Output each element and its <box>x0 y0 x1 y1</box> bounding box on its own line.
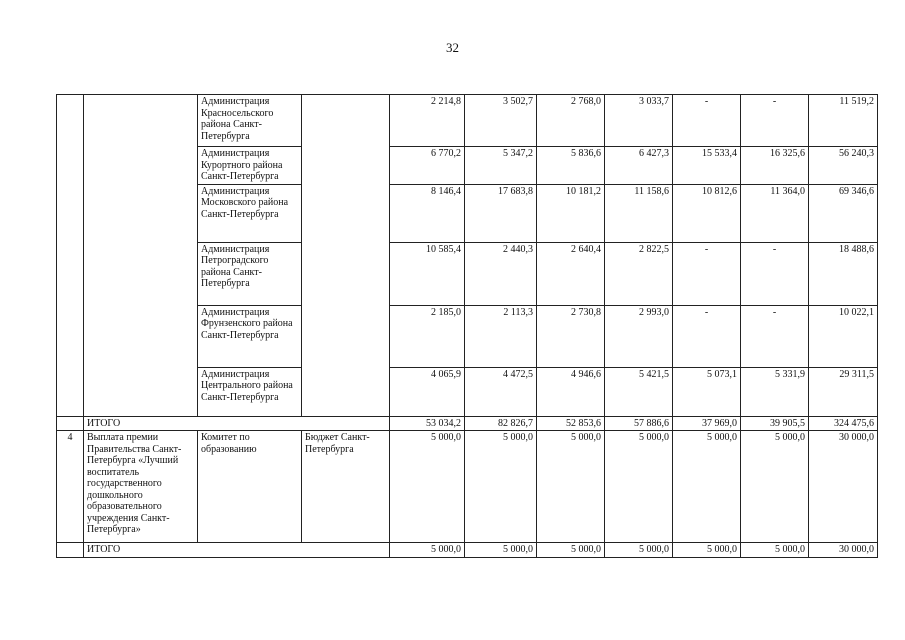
value-cell: - <box>741 95 809 147</box>
value-cell: 69 346,6 <box>809 184 878 242</box>
value-cell: 5 000,0 <box>537 431 605 543</box>
value-cell: 6 770,2 <box>390 147 465 185</box>
total-value: 5 000,0 <box>673 543 741 558</box>
value-cell: 29 311,5 <box>809 367 878 416</box>
page-number: 32 <box>446 40 459 55</box>
value-cell: 10 812,6 <box>673 184 741 242</box>
executor-cell: Комитет по образованию <box>198 431 302 543</box>
total-value: 57 886,6 <box>605 416 673 431</box>
total-value: 30 000,0 <box>809 543 878 558</box>
value-cell: 5 000,0 <box>673 431 741 543</box>
value-cell: - <box>673 242 741 305</box>
value-cell: 2 822,5 <box>605 242 673 305</box>
total-row <box>57 416 878 431</box>
value-cell: 11 158,6 <box>605 184 673 242</box>
value-cell: 3 033,7 <box>605 95 673 147</box>
value-cell: 56 240,3 <box>809 147 878 185</box>
budget-table <box>56 94 878 558</box>
value-cell: 10 022,1 <box>809 305 878 367</box>
value-cell: 2 730,8 <box>537 305 605 367</box>
value-cell: - <box>673 95 741 147</box>
value-cell: 5 000,0 <box>465 431 537 543</box>
number-cell <box>57 95 84 417</box>
value-cell: 2 993,0 <box>605 305 673 367</box>
value-cell: 2 440,3 <box>465 242 537 305</box>
table-row <box>57 95 878 147</box>
total-value: 324 475,6 <box>809 416 878 431</box>
value-cell: - <box>673 305 741 367</box>
value-cell: 2 640,4 <box>537 242 605 305</box>
value-cell: 5 331,9 <box>741 367 809 416</box>
value-cell: 5 073,1 <box>673 367 741 416</box>
total-value: 53 034,2 <box>390 416 465 431</box>
executor-cell: Администрация Петроградского района Санкт-Петербурга <box>198 242 302 305</box>
source-cell: Бюджет Санкт-Петербурга <box>302 431 390 543</box>
value-cell: 2 214,8 <box>390 95 465 147</box>
executor-cell: Администрация Московского района Санкт-Петербурга <box>198 184 302 242</box>
value-cell: 5 836,6 <box>537 147 605 185</box>
total-row <box>57 543 878 558</box>
value-cell: - <box>741 305 809 367</box>
value-cell: 4 065,9 <box>390 367 465 416</box>
total-value: 37 969,0 <box>673 416 741 431</box>
value-cell: 11 364,0 <box>741 184 809 242</box>
total-value: 5 000,0 <box>537 543 605 558</box>
total-label: ИТОГО <box>84 543 390 558</box>
source-cell <box>302 95 390 417</box>
value-cell: 15 533,4 <box>673 147 741 185</box>
total-label: ИТОГО <box>84 416 390 431</box>
value-cell: 30 000,0 <box>809 431 878 543</box>
executor-cell: Администрация Фрунзенского района Санкт-Петербурга <box>198 305 302 367</box>
total-value: 5 000,0 <box>605 543 673 558</box>
executor-cell: Администрация Красносельского района Санкт-Петербурга <box>198 95 302 147</box>
number-cell <box>57 543 84 558</box>
total-value: 52 853,6 <box>537 416 605 431</box>
value-cell: 10 585,4 <box>390 242 465 305</box>
value-cell: 5 000,0 <box>390 431 465 543</box>
value-cell: 6 427,3 <box>605 147 673 185</box>
executor-cell: Администрация Центрального района Санкт-Петербурга <box>198 367 302 416</box>
total-value: 5 000,0 <box>741 543 809 558</box>
value-cell: 5 421,5 <box>605 367 673 416</box>
total-value: 5 000,0 <box>465 543 537 558</box>
value-cell: 5 000,0 <box>741 431 809 543</box>
value-cell: 17 683,8 <box>465 184 537 242</box>
value-cell: 16 325,6 <box>741 147 809 185</box>
value-cell: 2 768,0 <box>537 95 605 147</box>
value-cell: 10 181,2 <box>537 184 605 242</box>
table-row <box>57 431 878 543</box>
total-value: 82 826,7 <box>465 416 537 431</box>
value-cell: 18 488,6 <box>809 242 878 305</box>
number-cell <box>57 416 84 431</box>
item-number: 4 <box>57 431 84 543</box>
value-cell: 2 185,0 <box>390 305 465 367</box>
total-value: 5 000,0 <box>390 543 465 558</box>
value-cell: 8 146,4 <box>390 184 465 242</box>
description-cell <box>84 95 198 417</box>
value-cell: 5 000,0 <box>605 431 673 543</box>
value-cell: 4 946,6 <box>537 367 605 416</box>
executor-cell: Администрация Курортного района Санкт-Петербурга <box>198 147 302 185</box>
value-cell: 11 519,2 <box>809 95 878 147</box>
value-cell: 4 472,5 <box>465 367 537 416</box>
description-cell: Выплата премии Правительства Санкт-Петербурга «Лучший воспитатель государственного дошкольного образовательного учреждения Санкт-Петербурга» <box>84 431 198 543</box>
value-cell: 2 113,3 <box>465 305 537 367</box>
total-value: 39 905,5 <box>741 416 809 431</box>
value-cell: 5 347,2 <box>465 147 537 185</box>
value-cell: 3 502,7 <box>465 95 537 147</box>
value-cell: - <box>741 242 809 305</box>
